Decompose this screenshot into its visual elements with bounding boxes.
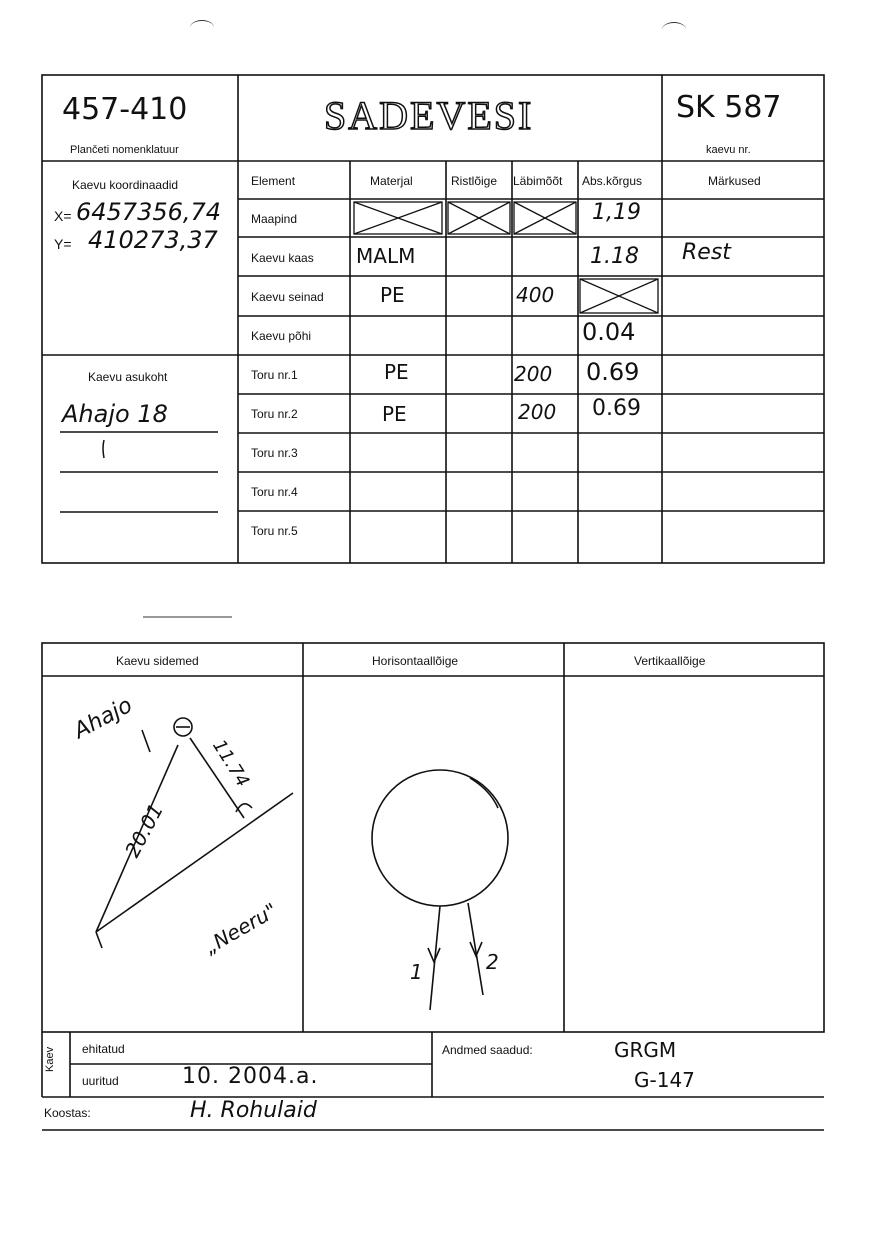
data-source-line-1: GRGM: [614, 1038, 677, 1062]
col-header-abs-height: Abs.kõrgus: [582, 174, 643, 188]
coord-x-value: 6457356,74: [76, 198, 222, 226]
row-element-label: Maapind: [251, 212, 298, 226]
row-material: PE: [384, 360, 409, 384]
row-abs-height: 0.69: [592, 396, 641, 421]
well-number: SK 587: [676, 90, 782, 125]
footer-side-label: Kaev: [44, 1046, 56, 1072]
col-header-diameter: Läbimõõt: [513, 174, 563, 188]
col-header-notes: Märkused: [708, 174, 761, 188]
panel-label-vertical: Vertikaallõige: [634, 654, 706, 668]
panel-label-horizontal: Horisontaallõige: [372, 654, 459, 668]
sketch-dimension-2: 11.74: [208, 736, 254, 791]
sketch-pipe-1-label: 1: [410, 960, 423, 984]
panel-label-connections: Kaevu sidemed: [116, 654, 199, 668]
row-notes: Rest: [682, 240, 731, 265]
compiled-by-value: H. Rohulaid: [190, 1098, 317, 1123]
coord-y-value: 410273,37: [88, 226, 218, 254]
location-label: Kaevu asukoht: [88, 370, 168, 384]
row-material: PE: [380, 283, 405, 307]
sheet-code: 457-410: [62, 92, 188, 127]
data-source-line-2: G-147: [634, 1068, 695, 1092]
row-material: MALM: [356, 244, 416, 268]
page-title: SADEVESI: [324, 93, 534, 138]
row-diameter: 200: [518, 400, 557, 424]
compiled-by-label: Koostas:: [44, 1106, 91, 1120]
horizontal-section-sketch: [372, 770, 508, 1010]
row-element-label: Toru nr.4: [251, 485, 298, 499]
row-abs-height: 1,19: [592, 200, 641, 225]
location-value: Ahajo 18: [62, 400, 168, 428]
built-label: ehitatud: [82, 1042, 125, 1056]
row-abs-height: 0.04: [582, 318, 636, 346]
row-diameter: 200: [514, 362, 553, 386]
measured-value: 10. 2004.a.: [182, 1064, 319, 1089]
row-element-label: Kaevu kaas: [251, 251, 314, 265]
col-header-element: Element: [251, 174, 296, 188]
sheet-code-label: Plančeti nomenklatuur: [70, 144, 179, 156]
sketch-street-ahajo: Ahajo: [70, 692, 137, 745]
well-number-label: kaevu nr.: [706, 144, 751, 156]
col-header-cross-section: Ristlõige: [451, 174, 498, 188]
row-element-label: Toru nr.5: [251, 524, 298, 538]
row-element-label: Kaevu seinad: [251, 290, 324, 304]
row-element-label: Toru nr.3: [251, 446, 298, 460]
row-material: PE: [382, 402, 407, 426]
row-abs-height: 1.18: [590, 244, 639, 269]
sketch-pipe-2-label: 2: [486, 950, 499, 974]
data-source-label: Andmed saadud:: [442, 1043, 533, 1057]
row-element-label: Toru nr.1: [251, 368, 298, 382]
row-element-label: Kaevu põhi: [251, 329, 312, 343]
col-header-material: Materjal: [370, 174, 413, 188]
coordinates-label: Kaevu koordinaadid: [72, 178, 179, 192]
coord-y-prefix: Y=: [54, 236, 72, 252]
sketch-street-neeru: „Neeru": [200, 897, 282, 959]
coord-x-prefix: X=: [54, 208, 72, 224]
row-abs-height: 0.69: [586, 358, 640, 386]
row-diameter: 400: [516, 283, 555, 307]
measured-label: uuritud: [82, 1074, 119, 1088]
row-element-label: Toru nr.2: [251, 407, 298, 421]
sketch-dimension-1: 20.01: [120, 799, 169, 862]
